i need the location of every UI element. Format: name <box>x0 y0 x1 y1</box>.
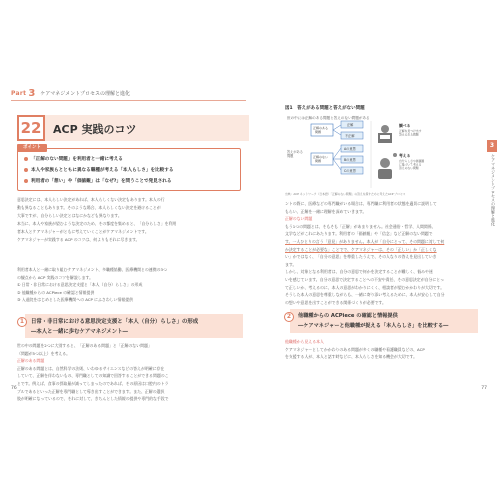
figure-diagram <box>285 113 481 192</box>
text-line: 利用者本人と一緒に取り組むケアマネジメント、多職種協働、医療機関との連携の3つ <box>17 267 167 272</box>
bullet-icon <box>24 157 28 161</box>
text-line: もう1つの問題とは、そもそも「正解」があまりません。社会通俗・哲学、人間関係、 <box>285 223 436 229</box>
subheading: 他職種から見える本人 <box>285 339 324 344</box>
thinking-person-icon <box>378 153 397 179</box>
text-line: そうした本人の意思を尊重しながらも、一緒に寄り添い考えるために、本人が安心して自分 <box>285 292 445 298</box>
connector-line <box>333 159 341 170</box>
section-title: ACP 実践のコツ <box>53 123 137 136</box>
think-text-line1: 自分らしさや価値観 <box>399 159 425 163</box>
side-tab-text: ケアマネジメントプロセスの理解と進化 <box>491 154 496 226</box>
no-correct-problem-label-line1: 正解のない <box>313 155 329 159</box>
point-item <box>24 156 123 162</box>
connector-line <box>333 130 341 135</box>
chapter-side-tab <box>487 140 497 240</box>
text-line: 者本人とケアマネジャーがともに考えていくことがケアマネジメントです。 <box>17 229 149 234</box>
body-text-2 <box>17 342 243 403</box>
point-text: 本人や家族らとともに異なる職種が考える「本人らしさ」を比較する <box>31 168 174 173</box>
part-title: ケアマネジメントプロセスの理解と進化 <box>40 90 130 97</box>
text-line: とです。例えば、食事の摂取量が減ってしまったのであれば、その原因は口腔内のトラ <box>17 380 169 386</box>
subsection-title: 日常・非日常における意思決定支援と「本人（自分）らしさ」の形成 <box>31 319 199 325</box>
body-text <box>17 266 243 304</box>
subsection-number: 2 <box>284 312 294 322</box>
text-line: 世の中の問題を2つに大別すると、「正解のある問題」と「正解のない問題」 <box>17 343 152 348</box>
text-line: 大事ですが、自分らしい決定とはなにかなども異なります。 <box>17 213 122 218</box>
point-text: 利用者の「想い」や「価値観」は「なぜ?」を問うことで発見される <box>31 179 172 184</box>
correct-text: 正解 <box>347 123 354 127</box>
text-line: しかし、対象となる利用者は、自分の意思で何かを決定することが難しく、悩みや迷 <box>285 269 433 275</box>
figure-left-note <box>287 149 304 158</box>
search-text <box>399 129 422 137</box>
text-line: していて、正解を伴わないもの、専門職としての知識で回答することができる問題のこ <box>17 373 169 379</box>
text-line: す。一人ひとりの言う「意見」がありません。本人が「自分にとって、その問題に対して何 <box>285 238 445 244</box>
text-line: 肢が明確になっているので、それに対して、きちんとした情報の提供や専門的な手段で <box>17 396 169 402</box>
page-number: 77 <box>481 386 487 391</box>
think-title: 考える <box>399 153 411 158</box>
text-line: （問題が5つ以上）を考える。 <box>17 350 71 356</box>
figure-note: 出典：ACP ネットワーク（日本語）「正解のない問題」の答えを探すために考えたACP プロセス <box>285 192 406 196</box>
body-text <box>285 200 481 306</box>
text-line: ③ 入退院をはじめとした医療機関への ACP にふさわしい情報提供 <box>17 297 134 303</box>
incorrect-text: 不正解 <box>345 134 355 138</box>
text-line: ブルであるといった正解を専門職として導き出すことができます。また、正解の選択 <box>17 388 165 394</box>
correct-problem-label-line2: 問題 <box>315 130 322 134</box>
text-line: 文学などがこれにあたります。利用者の「価値観」や「信念」など正解のない問題で <box>285 231 433 237</box>
subsection-title: 他職種からの ACPiece の確認と情報提供 <box>298 313 398 319</box>
connector-line <box>333 125 341 130</box>
point-item <box>24 178 171 184</box>
text-line: 意思決定には、本人らしい決定があれば、本人らしくない決定もあります。本人の行 <box>17 197 165 202</box>
text-line: か決定することが必要な」ことでで、ケアマネジャーは、その「正しい」か「正しくな <box>285 246 437 252</box>
page-number: 76 <box>11 386 17 391</box>
a-intent-text: Aの意思 <box>344 147 356 151</box>
search-title: 調べる <box>399 123 411 128</box>
text-line: の想いや意思を出すことができる関係づくりが必要です。 <box>285 299 386 305</box>
subsection-header <box>19 314 243 338</box>
figure-left-note-line2: 問題 <box>287 154 294 158</box>
subsection-subtitle: ―ケアマネジャーと他職種が捉える「本人らしさ」を比較する― <box>298 323 449 329</box>
body-text-2 <box>285 338 481 361</box>
think-text-line3: 答えのない問題 <box>399 166 419 171</box>
left-page <box>3 78 250 423</box>
text-line: の観点から ACP 実践のコツを解説します。 <box>17 274 93 280</box>
c-intent-text: Cの意思 <box>344 169 356 173</box>
right-page <box>250 78 497 423</box>
intro-text <box>17 196 241 244</box>
figure-caption: 図1 答えがある問題と答えがない問題 <box>285 106 365 111</box>
point-box <box>17 145 241 191</box>
subheading: 正解のある問題 <box>17 358 45 364</box>
think-text <box>399 159 425 170</box>
text-line: ② 他職種からの ACPiece の確認と情報提供 <box>17 289 95 295</box>
text-line: いを感じています。自分の意思で決定することへの不安や責任、その意思決定が自分にとっ <box>285 276 444 282</box>
book-icon <box>378 125 392 143</box>
part-label: Part <box>11 89 27 97</box>
section-title-box <box>45 115 249 141</box>
text-line: 正解のある問題とは、自然科学の法則、いわゆるサイエンスなどの答えが明確に存在 <box>17 365 165 371</box>
no-correct-problem-label-line2: 問題 <box>315 159 322 163</box>
text-line: 動も異なることもあります。そのような場合、本人らしくない決定を避けることが <box>17 205 161 210</box>
figure-left-note-line1: 答えがある <box>287 150 303 154</box>
side-tab-number: 3 <box>487 140 497 152</box>
text-line: ます。 <box>285 261 297 267</box>
figure <box>285 113 481 192</box>
bullet-icon <box>24 168 28 172</box>
think-text-line2: に基づいて考える <box>399 162 422 167</box>
text-line: い」かではなく、「自分の意思」を尊重したうえで、その人なりの答えを見出していき <box>285 254 437 260</box>
connector-line <box>333 148 341 159</box>
figure-subcaption: 世の中には正解のある問題と答えのない問題がある <box>287 116 370 120</box>
text-line: ケアマネジャーとしてかかわりのある問題が多くの職種や看護職員などの、ACP <box>285 346 425 352</box>
section-number: 22 <box>17 115 45 141</box>
text-line: ントの際に、医療などの専門職がいる場合は、専門職に利用者の状態を適切に説明して <box>285 201 437 206</box>
search-text-line2: 答えのある問題 <box>399 132 419 137</box>
correct-problem-label-line1: 正解のある <box>313 126 329 130</box>
section-header <box>17 115 249 141</box>
subheading: 正解のない問題 <box>285 216 313 222</box>
part-rule <box>11 100 246 101</box>
subsection-subtitle: ―本人と一緒に歩むケアマネジメント― <box>31 329 128 335</box>
text-line: ① 日常・非日常における意思決定支援と「本人（自分）らしさ」の形成 <box>17 282 143 288</box>
part-header <box>11 88 130 98</box>
text-line: ケアマネジャーが実践する ACP のコツは、何よりもそれに尽きます。 <box>17 237 140 242</box>
subsection-header <box>286 309 478 333</box>
point-text: 「正解のない問題」を利用者と一緒に考える <box>31 157 123 162</box>
bullet-icon <box>24 179 28 183</box>
b-intent-text: Bの意思 <box>344 158 356 162</box>
point-tag: ポイント <box>17 144 47 152</box>
search-text-line1: 正解を見つけ出す <box>399 129 422 133</box>
text-line: て正しいか、考えるのに、本人の意思がわかりにくく、相談者が望むかかわりが大切です。 <box>285 284 445 290</box>
point-item <box>24 167 173 173</box>
part-number: 3 <box>28 87 36 99</box>
text-line: を支援する人が、本人と話す時などに、本人らしさを知る機会が大切です。 <box>285 354 417 360</box>
text-line: 本当に、本人や家族が望むような決定のため、その都度を集めると、「自分らしさ」を利用 <box>17 221 177 226</box>
subsection-number: 1 <box>17 317 27 327</box>
text-line: もらい、正解を一緒に理解を深めていきます。 <box>285 208 367 214</box>
